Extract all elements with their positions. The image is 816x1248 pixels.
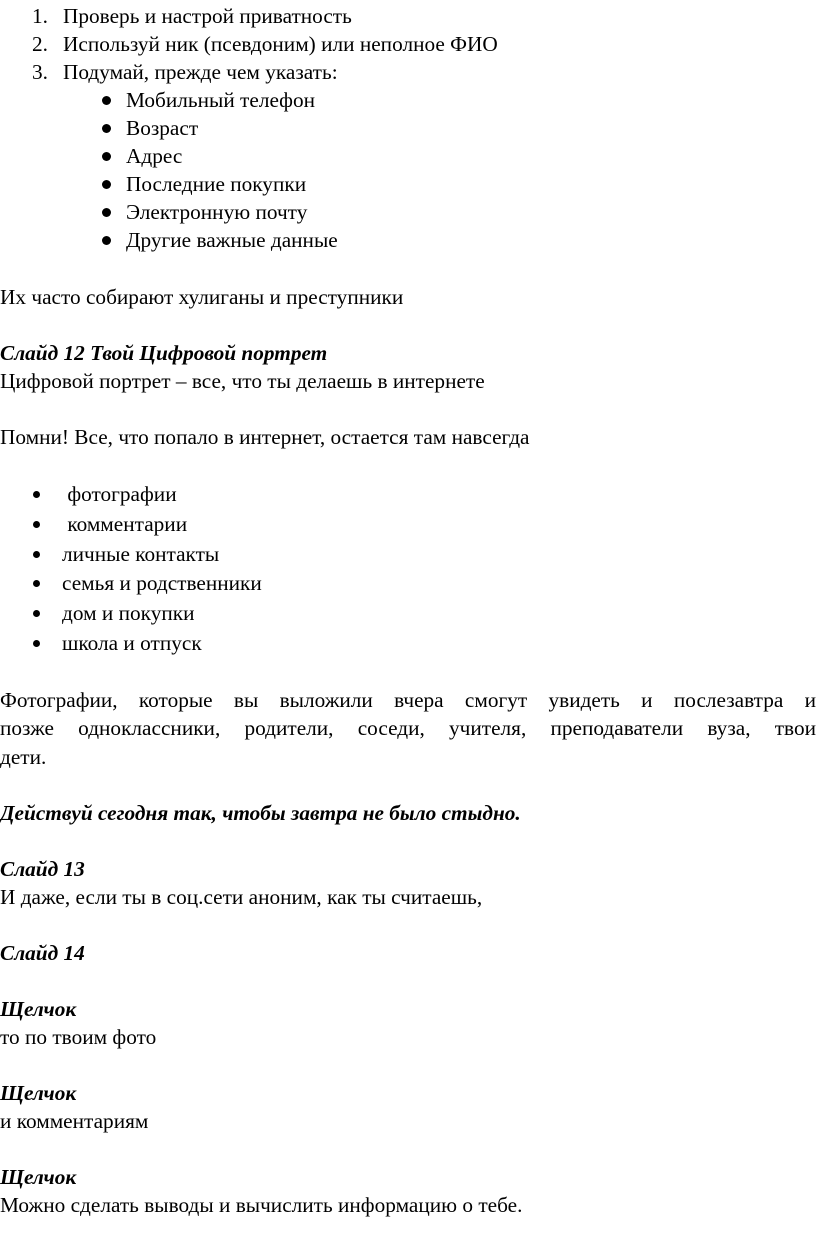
bullet-icon — [102, 96, 111, 105]
list-item-text: дом и покупки — [62, 601, 195, 625]
list-item-text: школа и отпуск — [62, 631, 202, 655]
list-item-text: Электронную почту — [126, 200, 308, 224]
bullet-icon — [102, 152, 111, 161]
click-label: Щелчок — [0, 1081, 77, 1105]
paragraph-remember: Помни! Все, что попало в интернет, остается там навсегда — [0, 425, 530, 449]
click-label: Щелчок — [0, 1165, 77, 1189]
slide13-text: И даже, если ты в соц.сети аноним, как ты считаешь, — [0, 885, 483, 909]
list-item-text: Используй ник (псевдоним) или неполное ФИО — [63, 32, 498, 56]
motto: Действуй сегодня так, чтобы завтра не было стыдно. — [0, 801, 521, 825]
click-label: Щелчок — [0, 997, 77, 1021]
click-text: Можно сделать выводы и вычислить информацию о тебе. — [0, 1193, 523, 1217]
bullet-icon — [33, 580, 40, 587]
list-number: 2. — [32, 32, 48, 56]
list-item-text: Другие важные данные — [126, 228, 338, 252]
bullet-icon — [33, 521, 40, 528]
bullet-icon — [33, 610, 40, 617]
list-item-text: личные контакты — [62, 542, 220, 566]
slide12-definition: Цифровой портрет – все, что ты делаешь в интернете — [0, 369, 485, 393]
paragraph-line: Фотографии, которые вы выложили вчера смогут увидеть и послезавтра и — [0, 688, 816, 712]
list-item-text: Подумай, прежде чем указать: — [63, 60, 338, 84]
slide14-heading: Слайд 14 — [0, 941, 85, 965]
bullet-icon — [102, 236, 111, 245]
bullet-icon — [102, 180, 111, 189]
bullet-icon — [33, 640, 40, 647]
list-item-text: Проверь и настрой приватность — [63, 4, 352, 28]
bullet-icon — [102, 208, 111, 217]
slide12-heading: Слайд 12 Твой Цифровой портрет — [0, 341, 328, 365]
list-item-text: комментарии — [62, 512, 188, 536]
click-text: то по твоим фото — [0, 1025, 157, 1049]
slide13-heading: Слайд 13 — [0, 857, 85, 881]
paragraph-collectors: Их часто собирают хулиганы и преступники — [0, 285, 404, 309]
list-number: 3. — [32, 60, 48, 84]
list-item-text: фотографии — [62, 482, 177, 506]
list-item-text: Последние покупки — [126, 172, 307, 196]
paragraph-line: позже одноклассники, родители, соседи, учителя, преподаватели вуза, твои — [0, 716, 816, 740]
list-item-text: семья и родственники — [62, 571, 262, 595]
list-item-text: Адрес — [126, 144, 183, 168]
bullet-icon — [33, 491, 40, 498]
list-item-text: Мобильный телефон — [126, 88, 315, 112]
bullet-icon — [102, 124, 111, 133]
paragraph-line: дети. — [0, 745, 47, 769]
bullet-icon — [33, 551, 40, 558]
list-item-text: Возраст — [126, 116, 199, 140]
click-text: и комментариям — [0, 1109, 149, 1133]
list-number: 1. — [32, 4, 48, 28]
